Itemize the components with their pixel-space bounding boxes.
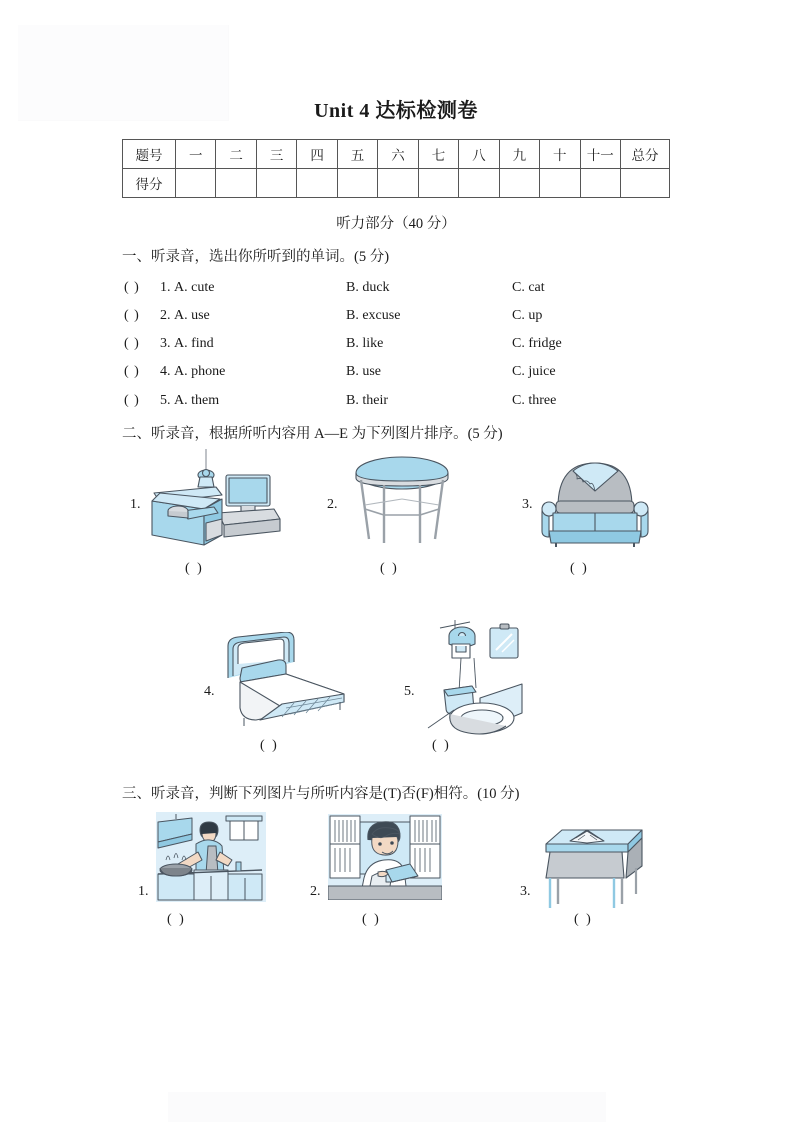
score-cell-5[interactable] (337, 169, 377, 198)
score-table-row-label-score: 得分 (123, 169, 176, 198)
page-content (122, 0, 670, 952)
option-c[interactable]: C. juice (512, 364, 556, 380)
toilet-icon (422, 618, 532, 743)
option-b[interactable]: B. their (346, 392, 388, 408)
option-b[interactable]: B. use (346, 364, 381, 380)
score-table-col-10: 十 (540, 140, 580, 169)
score-table-col-total: 总分 (621, 140, 670, 169)
question-1-heading: 一、听录音，选出你所听到的单词。(5 分) (122, 249, 390, 265)
picture-1 (156, 812, 266, 902)
picture-5 (422, 618, 532, 743)
score-cell-10[interactable] (540, 169, 580, 198)
option-a[interactable] (160, 279, 346, 297)
score-cell-1[interactable] (176, 169, 216, 198)
scan-artifact-bottom (168, 1092, 606, 1122)
picture-3-answer-slot[interactable]: ( ) (574, 912, 593, 928)
score-cell-total[interactable] (621, 169, 670, 198)
picture-4 (220, 632, 360, 732)
picture-2 (328, 814, 442, 900)
listening-part-heading: 听力部分（40 分） (336, 216, 456, 232)
item-number: 3. (160, 336, 171, 352)
question-2-picture-row-1 (122, 449, 670, 614)
option-a[interactable] (160, 363, 346, 381)
score-table-col-3: 三 (256, 140, 296, 169)
answer-slot[interactable]: ( ) (124, 307, 140, 323)
picture-1 (144, 449, 284, 549)
picture-4-answer-slot[interactable]: ( ) (260, 738, 279, 754)
reading-boy-icon (328, 814, 442, 900)
score-table-col-6: 六 (378, 140, 418, 169)
question-1-item-4 (122, 363, 670, 381)
score-cell-2[interactable] (216, 169, 256, 198)
option-a-label: A. cute (174, 279, 215, 295)
desk-with-book-icon (532, 816, 652, 912)
picture-number-3: 3. (520, 884, 531, 900)
bed-icon (220, 632, 360, 732)
question-1-item-2 (122, 307, 670, 325)
picture-1-answer-slot[interactable]: ( ) (167, 912, 186, 928)
option-c[interactable]: C. three (512, 392, 557, 408)
picture-number-1: 1. (130, 497, 141, 513)
score-table-col-5: 五 (337, 140, 377, 169)
option-a-label: A. use (174, 307, 210, 323)
option-a-label: A. them (174, 392, 220, 408)
score-cell-7[interactable] (418, 169, 458, 198)
answer-slot[interactable]: ( ) (124, 279, 140, 295)
item-number: 1. (160, 279, 171, 295)
picture-number-1: 1. (138, 884, 149, 900)
score-table-col-2: 二 (216, 140, 256, 169)
score-cell-9[interactable] (499, 169, 539, 198)
question-1-item-1 (122, 279, 670, 297)
score-table-col-1: 一 (176, 140, 216, 169)
item-number: 2. (160, 307, 171, 323)
picture-2-answer-slot[interactable]: ( ) (362, 912, 381, 928)
picture-3-answer-slot[interactable]: ( ) (570, 561, 589, 577)
score-cell-6[interactable] (378, 169, 418, 198)
option-c[interactable]: C. cat (512, 279, 545, 295)
score-table-col-9: 九 (499, 140, 539, 169)
question-3-heading: 三、听录音，判断下列图片与所听内容是(T)否(F)相符。(10 分) (122, 786, 520, 803)
option-a[interactable] (160, 392, 346, 410)
score-cell-11[interactable] (580, 169, 620, 198)
option-a-label: A. phone (174, 364, 226, 380)
option-b[interactable]: B. excuse (346, 307, 401, 323)
answer-slot[interactable]: ( ) (124, 336, 140, 352)
picture-number-3: 3. (522, 497, 533, 513)
table-row-scores (123, 169, 670, 198)
round-table-icon (342, 453, 462, 548)
picture-3 (540, 451, 650, 549)
sofa-icon (540, 451, 650, 549)
picture-3 (532, 816, 652, 912)
option-a-label: A. find (174, 336, 214, 352)
computer-desk-icon (144, 449, 284, 549)
answer-slot[interactable]: ( ) (124, 364, 140, 380)
picture-number-2: 2. (310, 884, 321, 900)
score-cell-8[interactable] (459, 169, 499, 198)
option-b[interactable]: B. like (346, 336, 384, 352)
question-3-picture-row (122, 812, 670, 952)
option-c[interactable]: C. fridge (512, 336, 562, 352)
item-number: 4. (160, 364, 171, 380)
picture-5-answer-slot[interactable]: ( ) (432, 738, 451, 754)
score-table-col-8: 八 (459, 140, 499, 169)
option-a[interactable] (160, 307, 346, 325)
cooking-man-icon (156, 812, 266, 902)
picture-number-5: 5. (404, 684, 415, 700)
picture-1-answer-slot[interactable]: ( ) (185, 561, 204, 577)
page-title: Unit 4 达标检测卷 (314, 100, 478, 122)
score-cell-4[interactable] (297, 169, 337, 198)
question-2-heading: 二、听录音，根据所听内容用 A—E 为下列图片排序。(5 分) (122, 425, 503, 442)
score-table-col-7: 七 (418, 140, 458, 169)
score-cell-3[interactable] (256, 169, 296, 198)
score-table-row-label: 题号 (123, 140, 176, 169)
option-c[interactable]: C. up (512, 307, 543, 323)
picture-number-2: 2. (327, 497, 338, 513)
answer-slot[interactable]: ( ) (124, 392, 140, 408)
score-table-col-4: 四 (297, 140, 337, 169)
picture-2-answer-slot[interactable]: ( ) (380, 561, 399, 577)
option-a[interactable] (160, 335, 346, 353)
question-1-item-3 (122, 335, 670, 353)
picture-number-4: 4. (204, 684, 215, 700)
question-1-item-5 (122, 392, 670, 410)
score-table (122, 139, 670, 198)
item-number: 5. (160, 392, 171, 408)
picture-2 (342, 453, 462, 548)
table-row-header (123, 140, 670, 169)
option-b[interactable]: B. duck (346, 279, 390, 295)
question-2-picture-row-2 (122, 618, 670, 770)
score-table-col-11: 十一 (580, 140, 620, 169)
